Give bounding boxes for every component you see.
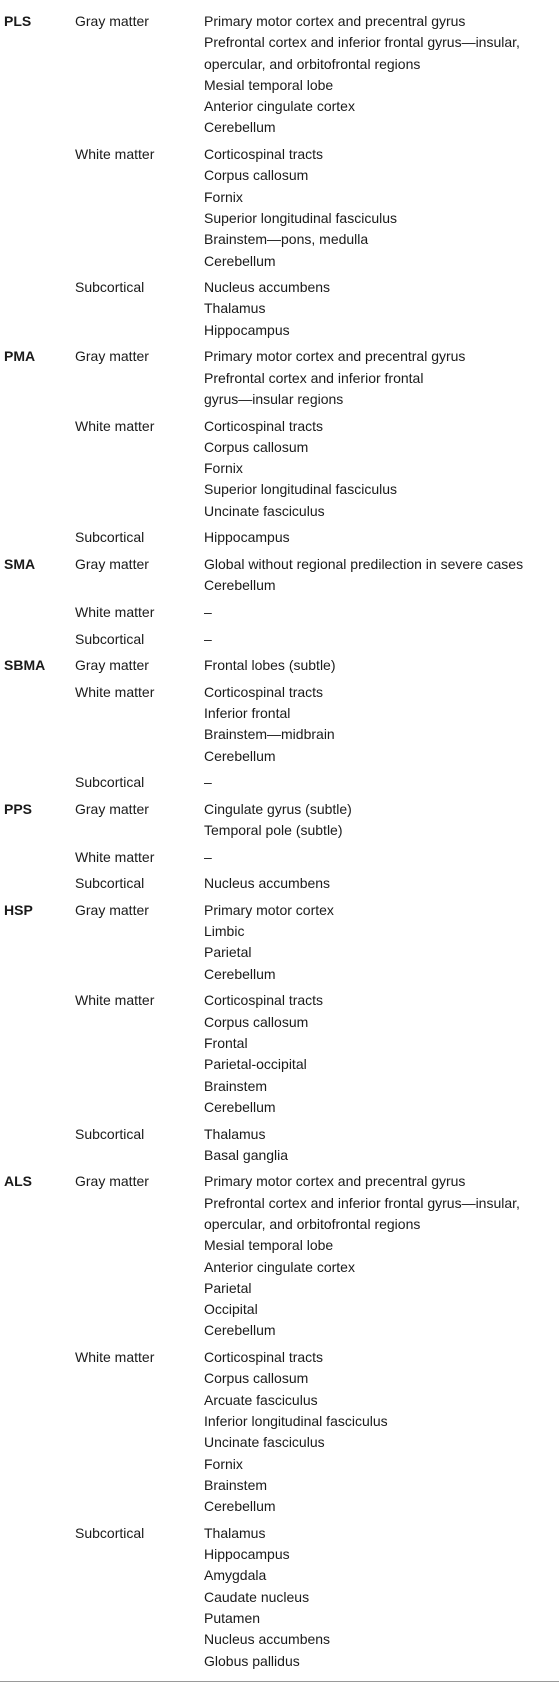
region-item: gyrus—insular regions bbox=[204, 390, 344, 407]
tissue-type: Subcortical bbox=[75, 1524, 145, 1541]
tissue-type: White matter bbox=[75, 1349, 155, 1366]
table-row bbox=[0, 144, 559, 272]
region-list bbox=[204, 416, 554, 522]
region-item: Corticospinal tracts bbox=[204, 146, 324, 163]
region-list bbox=[204, 277, 554, 341]
region-list bbox=[204, 682, 554, 767]
region-item: – bbox=[204, 630, 212, 647]
region-item: Parietal bbox=[204, 944, 252, 961]
tissue-type: Gray matter bbox=[75, 13, 149, 29]
tissue-type: Gray matter bbox=[75, 657, 149, 674]
table-row bbox=[0, 11, 559, 139]
disease-label: HSP bbox=[4, 901, 33, 918]
table-row bbox=[0, 873, 559, 894]
region-item: Corticospinal tracts bbox=[204, 992, 324, 1009]
region-list bbox=[204, 11, 554, 139]
table-row bbox=[0, 527, 559, 548]
table-row bbox=[0, 900, 559, 985]
region-item: Arcuate fasciculus bbox=[204, 1391, 318, 1408]
region-item: Occipital bbox=[204, 1301, 258, 1318]
region-item: Thalamus bbox=[204, 300, 266, 317]
region-item: – bbox=[204, 774, 212, 791]
tissue-type: White matter bbox=[75, 992, 155, 1009]
region-item: Primary motor cortex and precentral gyrus bbox=[204, 348, 466, 365]
region-list bbox=[204, 1124, 554, 1167]
region-item: Nucleus accumbens bbox=[204, 1631, 331, 1648]
tissue-type: Subcortical bbox=[75, 1125, 145, 1142]
region-item: Global without regional predilection in severe cases bbox=[204, 556, 524, 572]
region-item: Limbic bbox=[204, 923, 245, 940]
region-item: Corticospinal tracts bbox=[204, 1349, 324, 1366]
region-list bbox=[204, 772, 554, 793]
region-item: Brainstem bbox=[204, 1077, 268, 1094]
region-item: Cerebellum bbox=[204, 1322, 276, 1339]
region-item: Putamen bbox=[204, 1609, 261, 1626]
region-item: Inferior frontal bbox=[204, 704, 291, 721]
tissue-type: White matter bbox=[75, 683, 155, 700]
region-item: Corpus callosum bbox=[204, 1013, 309, 1030]
region-item: – bbox=[204, 603, 212, 620]
region-item: opercular, and orbitofrontal regions bbox=[204, 55, 421, 72]
table-row bbox=[0, 629, 559, 650]
region-item: Nucleus accumbens bbox=[204, 875, 331, 892]
region-item: Cerebellum bbox=[204, 747, 276, 764]
region-item: Amygdala bbox=[204, 1567, 267, 1584]
region-item: Temporal pole (subtle) bbox=[204, 822, 343, 839]
region-item: Anterior cingulate cortex bbox=[204, 1258, 355, 1275]
region-list bbox=[204, 655, 554, 676]
region-list bbox=[204, 990, 554, 1118]
region-list bbox=[204, 144, 554, 272]
region-item: Basal ganglia bbox=[204, 1146, 289, 1163]
tissue-type: Gray matter bbox=[75, 1173, 149, 1190]
tissue-type: Gray matter bbox=[75, 348, 149, 365]
table-row bbox=[0, 1171, 559, 1341]
tissue-type: Subcortical bbox=[75, 630, 145, 647]
region-item: Globus pallidus bbox=[204, 1652, 300, 1669]
region-item: Primary motor cortex and precentral gyrus bbox=[204, 13, 466, 29]
region-list bbox=[204, 602, 554, 623]
region-item: Prefrontal cortex and inferior frontal bbox=[204, 369, 424, 386]
region-item: Cerebellum bbox=[204, 965, 276, 982]
tissue-type: White matter bbox=[75, 603, 155, 620]
region-item: Cerebellum bbox=[204, 1098, 276, 1115]
table-row bbox=[0, 655, 559, 676]
tissue-type: White matter bbox=[75, 848, 155, 865]
region-item: Prefrontal cortex and inferior frontal gyrus—insular, bbox=[204, 1194, 520, 1211]
region-item: Primary motor cortex bbox=[204, 901, 334, 918]
region-item: Corpus callosum bbox=[204, 1370, 309, 1387]
region-item: Hippocampus bbox=[204, 529, 290, 546]
tissue-type: White matter bbox=[75, 417, 155, 434]
region-item: Frontal bbox=[204, 1034, 248, 1051]
region-item: Fornix bbox=[204, 188, 243, 205]
region-item: Superior longitudinal fasciculus bbox=[204, 209, 397, 226]
table-row bbox=[0, 1347, 559, 1517]
table-row bbox=[0, 682, 559, 767]
disease-label: PMA bbox=[4, 348, 36, 365]
region-item: Caudate nucleus bbox=[204, 1588, 310, 1605]
tissue-type: Gray matter bbox=[75, 556, 149, 572]
region-item: Mesial temporal lobe bbox=[204, 1237, 334, 1254]
region-item: – bbox=[204, 848, 212, 865]
tissue-type: Gray matter bbox=[75, 901, 149, 918]
region-list bbox=[204, 847, 554, 868]
region-list bbox=[204, 1171, 554, 1341]
region-item: Uncinate fasciculus bbox=[204, 502, 325, 519]
region-item: Corpus callosum bbox=[204, 167, 309, 184]
tissue-type: Subcortical bbox=[75, 279, 145, 296]
region-item: Superior longitudinal fasciculus bbox=[204, 481, 397, 498]
region-item: Primary motor cortex and precentral gyrus bbox=[204, 1173, 466, 1190]
region-item: Cerebellum bbox=[204, 252, 276, 269]
region-list bbox=[204, 346, 554, 410]
table-row bbox=[0, 602, 559, 623]
region-item: Parietal-occipital bbox=[204, 1056, 307, 1073]
table-row bbox=[0, 772, 559, 793]
disease-label: PPS bbox=[4, 800, 33, 817]
region-item: Corticospinal tracts bbox=[204, 683, 324, 700]
region-list bbox=[204, 554, 554, 597]
table-row bbox=[0, 346, 559, 410]
table-row bbox=[0, 554, 559, 597]
tissue-type: Subcortical bbox=[75, 529, 145, 546]
region-list bbox=[204, 629, 554, 650]
region-list bbox=[204, 1347, 554, 1517]
region-item: Mesial temporal lobe bbox=[204, 76, 334, 93]
region-item: Parietal bbox=[204, 1279, 252, 1296]
region-item: opercular, and orbitofrontal regions bbox=[204, 1215, 421, 1232]
disease-label: ALS bbox=[4, 1173, 32, 1190]
region-item: Brainstem—pons, medulla bbox=[204, 231, 369, 248]
table-bottom-rule bbox=[0, 1681, 559, 1682]
region-item: Uncinate fasciculus bbox=[204, 1434, 325, 1451]
region-list bbox=[204, 799, 554, 842]
region-item: Thalamus bbox=[204, 1125, 266, 1142]
tissue-type: Gray matter bbox=[75, 800, 149, 817]
region-item: Inferior longitudinal fasciculus bbox=[204, 1412, 388, 1429]
region-list bbox=[204, 900, 554, 985]
region-item: Frontal lobes (subtle) bbox=[204, 657, 336, 674]
disease-label: SBMA bbox=[4, 657, 46, 674]
region-item: Cerebellum bbox=[204, 577, 276, 594]
disease-label: SMA bbox=[4, 556, 36, 572]
region-item: Corpus callosum bbox=[204, 438, 309, 455]
region-item: Cerebellum bbox=[204, 119, 276, 136]
region-list bbox=[204, 873, 554, 894]
region-item: Nucleus accumbens bbox=[204, 279, 331, 296]
region-item: Cingulate gyrus (subtle) bbox=[204, 800, 352, 817]
region-item: Anterior cingulate cortex bbox=[204, 98, 355, 115]
table-row bbox=[0, 1124, 559, 1167]
region-item: Brainstem—midbrain bbox=[204, 726, 335, 743]
region-item: Thalamus bbox=[204, 1524, 266, 1541]
table-row bbox=[0, 416, 559, 522]
region-item: Fornix bbox=[204, 460, 243, 477]
region-item: Hippocampus bbox=[204, 1546, 290, 1563]
region-list bbox=[204, 1523, 554, 1672]
region-item: Fornix bbox=[204, 1455, 243, 1472]
table-row bbox=[0, 847, 559, 868]
table-row bbox=[0, 799, 559, 842]
tissue-type: Subcortical bbox=[75, 875, 145, 892]
region-item: Corticospinal tracts bbox=[204, 417, 324, 434]
disease-label: PLS bbox=[4, 13, 32, 29]
region-item: Prefrontal cortex and inferior frontal gyrus—insular, bbox=[204, 34, 520, 51]
table-row bbox=[0, 990, 559, 1118]
region-item: Brainstem bbox=[204, 1476, 268, 1493]
tissue-type: Subcortical bbox=[75, 774, 145, 791]
table-row bbox=[0, 277, 559, 341]
region-list bbox=[204, 527, 554, 548]
region-item: Hippocampus bbox=[204, 321, 290, 338]
table-row bbox=[0, 1523, 559, 1672]
tissue-type: White matter bbox=[75, 146, 155, 163]
region-item: Cerebellum bbox=[204, 1498, 276, 1515]
